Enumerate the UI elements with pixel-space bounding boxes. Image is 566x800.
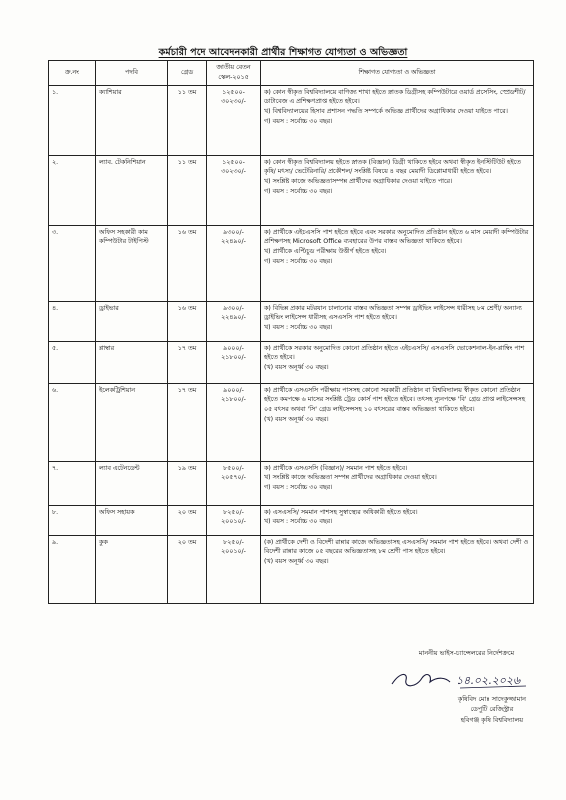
pay-scale-min: ৯০০০/- <box>223 386 244 394</box>
qualification-item: খ) বয়স : সর্বোচ্চ ৩০ বছর। <box>264 324 333 331</box>
row-post: ল্যাব এটেনডেন্ট <box>96 461 168 505</box>
qualification-item: (খ) বয়স অনূর্ধ্ব ৩০ বছর। <box>264 415 329 423</box>
qualification-item: খ) প্রার্থীকে এপ্টিচুড পরীক্ষায় উত্তীর্ণ হইতে হইবে। <box>264 248 387 255</box>
row-pay-scale <box>207 461 261 505</box>
pay-scale-min: ৯৩০০/- <box>223 228 244 236</box>
row-pay-scale <box>207 301 261 341</box>
row-post: কুক <box>96 535 168 603</box>
pay-scale-min: ৯০০০/- <box>223 344 244 352</box>
table-row <box>49 341 534 383</box>
pay-scale-max: ২২৪৯০/- <box>221 314 246 322</box>
row-sl: ২. <box>49 155 96 225</box>
qualification-item: (খ) বয়স অনূর্ধ্ব ৩০ বছর। <box>264 558 329 565</box>
row-qualification <box>261 383 534 461</box>
pay-scale-max: ২২৪৯০/- <box>221 238 246 246</box>
table-row <box>49 301 534 341</box>
qualification-item: ক) বিভিন্ন প্রকার মটরযান চালানোর বাস্তব অভিজ্ঞতা সম্পন্ন ড্রাইভিং লাইসেন্স ধারীসহ ৮ম শ্রেণী/ অন্যান্য ড্রাইভিং লাইসেন্স ধারীসহ এসএসসি পাশ হইতে হইবে। <box>264 304 522 322</box>
qualification-item: (খ) বয়স অনূর্ধ্ব ৩০ বছর। <box>264 364 329 371</box>
table-row <box>49 155 534 225</box>
row-pay-scale <box>207 341 261 383</box>
qualification-item: গ) বয়স : সর্বোচ্চ ৩০ বছর। <box>264 484 333 491</box>
row-pay-scale <box>207 535 261 603</box>
header-pay-scale: জাতীয় বেতন স্কেল-২০১৫ <box>207 61 261 86</box>
row-qualification <box>261 535 534 603</box>
row-sl: ৩. <box>49 225 96 301</box>
page-title: কর্মচারী পদে আবেদনকারী প্রার্থীর শিক্ষাগত যোগ্যতা ও অভিজ্ঞতা <box>158 47 408 58</box>
qualification-item: (ক) প্রার্থীকে দেশী ও বিদেশী রান্নার কাজে অভিজ্ঞতাসহ এসএসসি/ সমমান পাশ হইতে হইবে। অথবা দেশী ও বিদেশী রান্নার কাজে ০৫ বছরের অভিজ্ঞতাসহ ৮ম শ্রেণী পাস হইতে হইবে। <box>264 538 529 556</box>
row-pay-scale <box>207 85 261 155</box>
qualification-item: ক) প্রার্থীকে এসএসসি (বিজ্ঞান)/ সমমান পাশ হইতে হইবে। <box>264 464 408 472</box>
table-row <box>49 383 534 461</box>
row-qualification <box>261 505 534 535</box>
row-grade: ১৬ তম <box>168 225 207 301</box>
pay-scale-min: ৯৩০০/- <box>223 304 244 312</box>
pay-scale-max: ২০০১০/- <box>221 548 246 556</box>
row-qualification <box>261 461 534 505</box>
row-qualification <box>261 301 534 341</box>
row-grade: ১১ তম <box>168 155 207 225</box>
qualification-item: ক) কোন স্বীকৃত বিশ্ববিদ্যালয়ে বাণিজ্য শাখা হইতে স্নাতক ডিগ্রীসহ কম্পিউটারে ওয়ার্ড প্রসেসিং, স্প্রেডশীট/ ডাটাবেজ এ প্রশিক্ষণপ্রাপ্ত হইতে হইবে। <box>264 88 526 106</box>
pay-scale-min: ১২৫০০- <box>222 158 245 166</box>
pay-scale-min: ৮২৫০/- <box>223 538 244 546</box>
table-header-row <box>49 61 534 86</box>
pay-scale-max: ৩০২৩০/- <box>221 98 246 106</box>
table-row <box>49 505 534 535</box>
table-row <box>49 461 534 505</box>
row-sl: ৫. <box>49 341 96 383</box>
pay-scale-min: ১২৫০০- <box>222 88 245 96</box>
row-sl: ৪. <box>49 301 96 341</box>
table-row <box>49 535 534 603</box>
row-pay-scale <box>207 505 261 535</box>
row-sl: ৯. <box>49 535 96 603</box>
handwritten-date: ১৪.০২.২০২৬ <box>456 674 521 687</box>
row-pay-scale <box>207 225 261 301</box>
qualification-item: খ) বিশ্ববিদ্যালয়ের হিসাব প্রশাসন পদ্ধতি সম্পর্কে অভিজ্ঞ প্রার্থীদের অগ্রাধিকার দেওয়া যাইতে পারে। <box>264 108 508 115</box>
pay-scale-max: ৩০২৩০/- <box>221 168 246 176</box>
qualification-item: ক) এসএসসি/ সমমান পাশসহ সুস্বাস্থ্যের অধিকারী হইতে হইবে। <box>264 508 418 516</box>
row-post: ল্যাব. টেকনিশিয়ান <box>96 155 168 225</box>
table-row <box>49 225 534 301</box>
qualification-item: ক) প্রার্থীকে এসএসসি পরীক্ষায় পাসসহ কোনো সরকারী প্রতিষ্ঠান বা বিশ্ববিদ্যালয় স্বীকৃত কোনো প্রতিষ্ঠান হইতে কমপক্ষে ৬ মাসের সংশ্লিষ্ট ট্রেড কোর্স পাশ হইতে হইবে। তৎসহ ন্যুনপক্ষে 'বি' গ্রেড প্রাপ্ত লাইসেন্সসহ ০৫ বৎসর অথবা 'সি' গ্রেড লাইসেন্সসহ ১০ বৎসরের বাস্তব অভিজ্ঞতা থাকিতে হইবে। <box>264 386 526 413</box>
header-grade: গ্রেড <box>168 61 207 86</box>
row-post: ইলেকট্রিশিয়ান <box>96 383 168 461</box>
signatory-institution: হবিগঞ্জ কৃষি বিশ্ববিদ্যালয় <box>460 715 523 724</box>
pay-scale-min: ৮২৫০/- <box>223 508 244 516</box>
qualification-item: ক) প্রার্থীকে এইচএসসি পাশ হইতে হইবে এবং সরকার অনুমোদিত প্রতিষ্ঠান হইতে ৬ মাস মেয়াদী কম্পিউটার প্রশিক্ষণসহ Microsoft Office ব্যবহারের উপর বাস্তব অভিজ্ঞতা থাকিতে হইবে। <box>264 228 529 246</box>
qualification-item: খ) সংশ্লিষ্ট কাজে অভিজ্ঞতাসম্পন্ন প্রার্থীদের অগ্রাধিকার দেওয়া যাইতে পারে। <box>264 178 453 185</box>
qualification-item: খ) সংশ্লিষ্ট কাজে অভিজ্ঞতা সম্পন্ন প্রার্থীদের অগ্রাধিকার দেওয়া হইবে। <box>264 474 437 482</box>
pay-scale-max: ২১৮০০/- <box>221 396 246 404</box>
row-grade: ১১ তম <box>168 85 207 155</box>
row-qualification <box>261 85 534 155</box>
qualification-item: খ) বয়স : সর্বোচ্চ ৩০ বছর। <box>264 518 333 526</box>
row-post: অফিস সহায়ক <box>96 505 168 535</box>
row-post: ক্যাশিয়ার <box>96 85 168 155</box>
row-sl: ৬. <box>49 383 96 461</box>
row-pay-scale <box>207 383 261 461</box>
row-qualification <box>261 155 534 225</box>
pay-scale-min: ৮৫০০/- <box>223 464 244 472</box>
qualification-item: গ) বয়স : সর্বোচ্চ ৩০ বছর। <box>264 187 333 195</box>
row-post: ড্রাইভার <box>96 301 168 341</box>
header-post: পদবি <box>96 61 168 86</box>
qualification-item: গ) বয়স : সর্বোচ্চ ৩০ বছর। <box>264 257 333 265</box>
row-sl: ৭. <box>49 461 96 505</box>
header-qualification: শিক্ষাগত যোগ্যতা ও অভিজ্ঞতা <box>261 61 534 86</box>
row-grade: ১৬ তম <box>168 301 207 341</box>
pay-scale-max: ২১৮০০/- <box>221 354 246 362</box>
qualification-item: ক) কোন স্বীকৃত বিশ্ববিদ্যালয় হইতে স্নাতক (বিজ্ঞান) ডিগ্রী থাকিতে হইবে অথবা স্বীকৃত ইনস্টিটিউট হইতে কৃষি/ মৎস্য/ ভেটেরিনারি/ প্রকৌশল/ সংশ্লিষ্ট বিষয়ে ৪ বছর মেয়াদী ডিপ্লোমাধারী হইতে হইবে। <box>264 158 521 176</box>
row-post: অফিস সহকারী কাম কম্পিউটার টাইপিস্ট <box>96 225 168 301</box>
signatory-block <box>458 694 526 725</box>
signatory-name: কৃষিবিদ মোঃ সাদেকুজ্জামান <box>457 695 526 703</box>
qualification-item: ক) প্রার্থীকে সরকার অনুমোদিত কোনো প্রতিষ্ঠান হইতে এইচএসসি/ এসএসসি ভোকেশনাল-ইন-প্লাম্বিং পাশ হইতে হইবে। <box>264 344 525 362</box>
row-grade: ১৭ তম <box>168 341 207 383</box>
signatory-designation: ডেপুটি রেজিস্ট্রার <box>470 705 514 714</box>
row-sl: ৮. <box>49 505 96 535</box>
row-pay-scale <box>207 155 261 225</box>
qualification-table <box>48 60 534 604</box>
row-sl: ১. <box>49 85 96 155</box>
pay-scale-max: ২০৫৭০/- <box>221 474 246 482</box>
table-row <box>49 85 534 155</box>
directive-text: মাননীয় ভাইস-চ্যান্সেলরের নির্দেশক্রমে <box>418 649 514 657</box>
row-grade: ১৭ তম <box>168 383 207 461</box>
qualification-item: গ) বয়স : সর্বোচ্চ ৩০ বছর। <box>264 117 333 125</box>
handwritten-signature <box>386 664 536 694</box>
row-grade: ২০ তম <box>168 535 207 603</box>
row-qualification <box>261 225 534 301</box>
header-sl: ক্র.নং <box>49 61 96 86</box>
row-post: প্লাম্বার <box>96 341 168 383</box>
pay-scale-max: ২০০১০/- <box>221 518 246 526</box>
row-grade: ১৯ তম <box>168 461 207 505</box>
row-grade: ২০ তম <box>168 505 207 535</box>
row-qualification <box>261 341 534 383</box>
